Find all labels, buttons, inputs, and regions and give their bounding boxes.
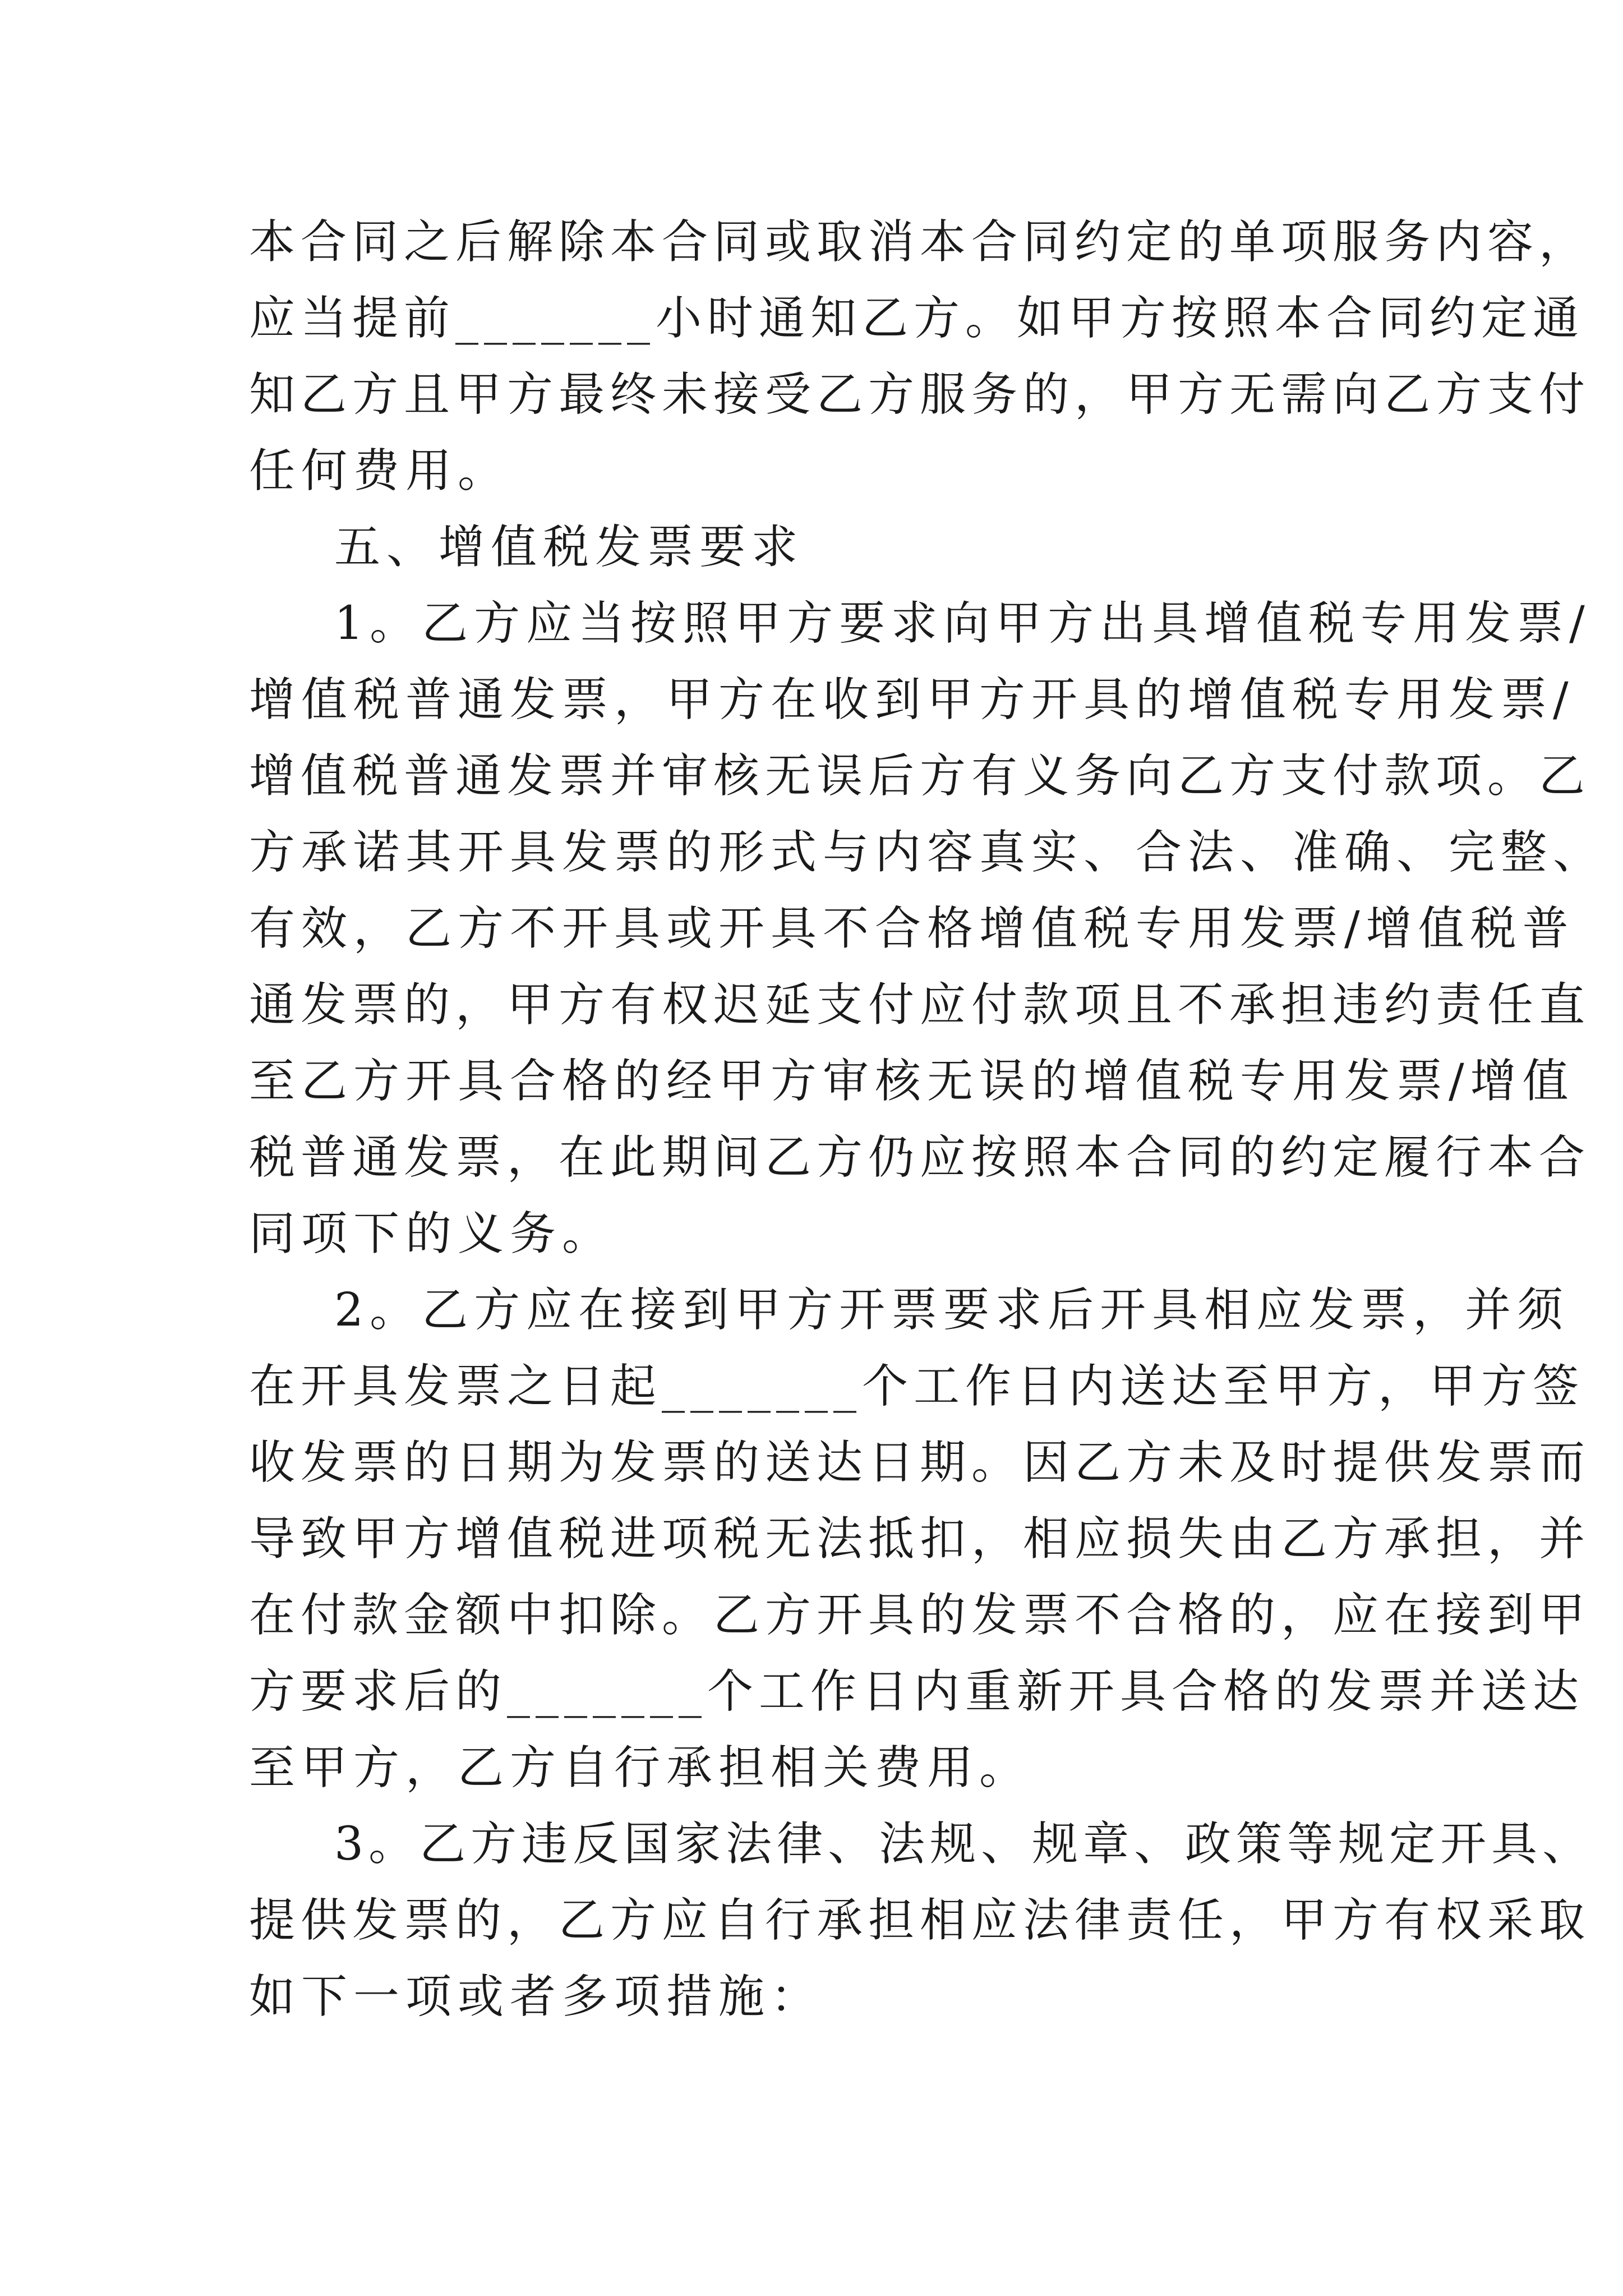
- text-line: 增值税普通发票并审核无误后方有义务向乙方支付款项。乙: [249, 749, 1591, 803]
- text-line: 通发票的，甲方有权迟延支付应付款项且不承担违约责任直: [249, 978, 1591, 1032]
- text-line: 3。乙方违反国家法律、法规、规章、政策等规定开具、: [334, 1818, 1594, 1871]
- text-line: 方承诺其开具发票的形式与内容真实、合法、准确、完整、: [249, 826, 1606, 879]
- text-line: 导致甲方增值税进项税无法抵扣，相应损失由乙方承担，并: [249, 1512, 1591, 1566]
- text-line: 任何费用。: [249, 444, 510, 498]
- text-line: 如下一项或者多项措施：: [249, 1970, 823, 2023]
- text-line: 收发票的日期为发票的送达日期。因乙方未及时提供发票而: [249, 1436, 1591, 1489]
- text-line: 在付款金额中扣除。乙方开具的发票不合格的，应在接到甲: [249, 1589, 1591, 1642]
- text-line: 应当提前_______小时通知乙方。如甲方按照本合同约定通: [249, 292, 1585, 345]
- text-line: 2。乙方应在接到甲方开票要求后开具相应发票，并须: [334, 1283, 1570, 1337]
- text-line: 方要求后的_______个工作日内重新开具合格的发票并送达: [249, 1665, 1585, 1718]
- text-line: 知乙方且甲方最终未接受乙方服务的，甲方无需向乙方支付: [249, 368, 1591, 421]
- text-line: 至乙方开具合格的经甲方审核无误的增值税专用发票/增值: [249, 1055, 1575, 1108]
- text-line: 本合同之后解除本合同或取消本合同约定的单项服务内容，: [249, 215, 1591, 269]
- text-line: 税普通发票，在此期间乙方仍应按照本合同的约定履行本合: [249, 1131, 1591, 1184]
- text-line: 至甲方，乙方自行承担相关费用。: [249, 1741, 1032, 1795]
- text-line: 1。乙方应当按照甲方要求向甲方出具增值税专用发票/: [334, 597, 1591, 650]
- text-line: 提供发票的，乙方应自行承担相应法律责任，甲方有权采取: [249, 1894, 1591, 1947]
- text-line: 增值税普通发票，甲方在收到甲方开具的增值税专用发票/: [249, 673, 1575, 726]
- text-line: 在开具发票之日起_______个工作日内送达至甲方，甲方签: [249, 1360, 1585, 1413]
- text-line: 同项下的义务。: [249, 1207, 615, 1260]
- section-heading: 五、增值税发票要求: [334, 521, 804, 574]
- text-line: 有效，乙方不开具或开具不合格增值税专用发票/增值税普: [249, 902, 1575, 955]
